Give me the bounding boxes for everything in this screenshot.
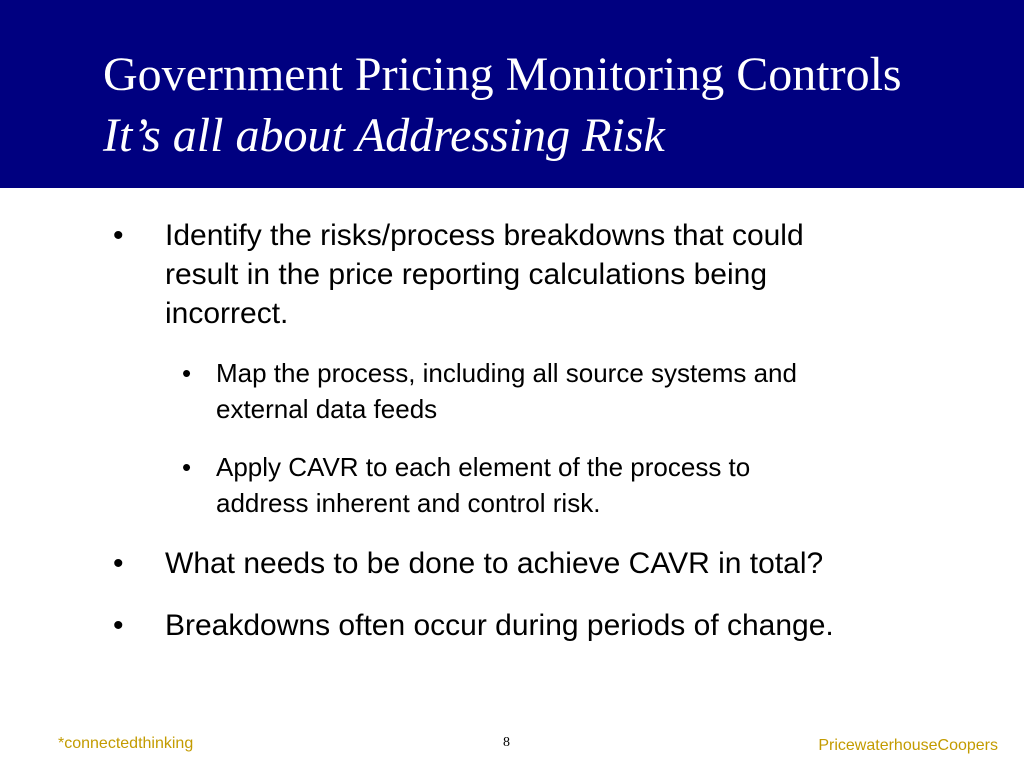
slide-title: Government Pricing Monitoring Controls	[103, 48, 902, 101]
footer-tagline: *connectedthinking	[58, 735, 194, 752]
bullet-line: result in the price reporting calculations being	[165, 258, 768, 291]
sub-bullet-line: Apply CAVR to each element of the process to	[216, 452, 751, 482]
footer-company: PricewaterhouseCoopers	[818, 737, 998, 754]
bullet-marker: •	[113, 547, 124, 580]
sub-bullet-line: Map the process, including all source systems and	[216, 358, 797, 388]
sub-bullet-line: external data feeds	[216, 394, 438, 424]
bullet-line: incorrect.	[165, 297, 289, 330]
slide-subtitle: It’s all about Addressing Risk	[103, 109, 665, 162]
sub-bullet-marker: •	[182, 358, 192, 388]
bullet-marker: •	[113, 609, 124, 642]
bullet-line: Breakdowns often occur during periods of change.	[165, 609, 834, 642]
bullet-line: What needs to be done to achieve CAVR in total?	[165, 547, 824, 580]
bullet-marker: •	[113, 219, 124, 252]
sub-bullet-marker: •	[182, 452, 192, 482]
page-number: 8	[503, 735, 510, 750]
sub-bullet-line: address inherent and control risk.	[216, 488, 601, 518]
bullet-line: Identify the risks/process breakdowns that could	[165, 219, 804, 252]
title-banner	[0, 0, 1024, 188]
